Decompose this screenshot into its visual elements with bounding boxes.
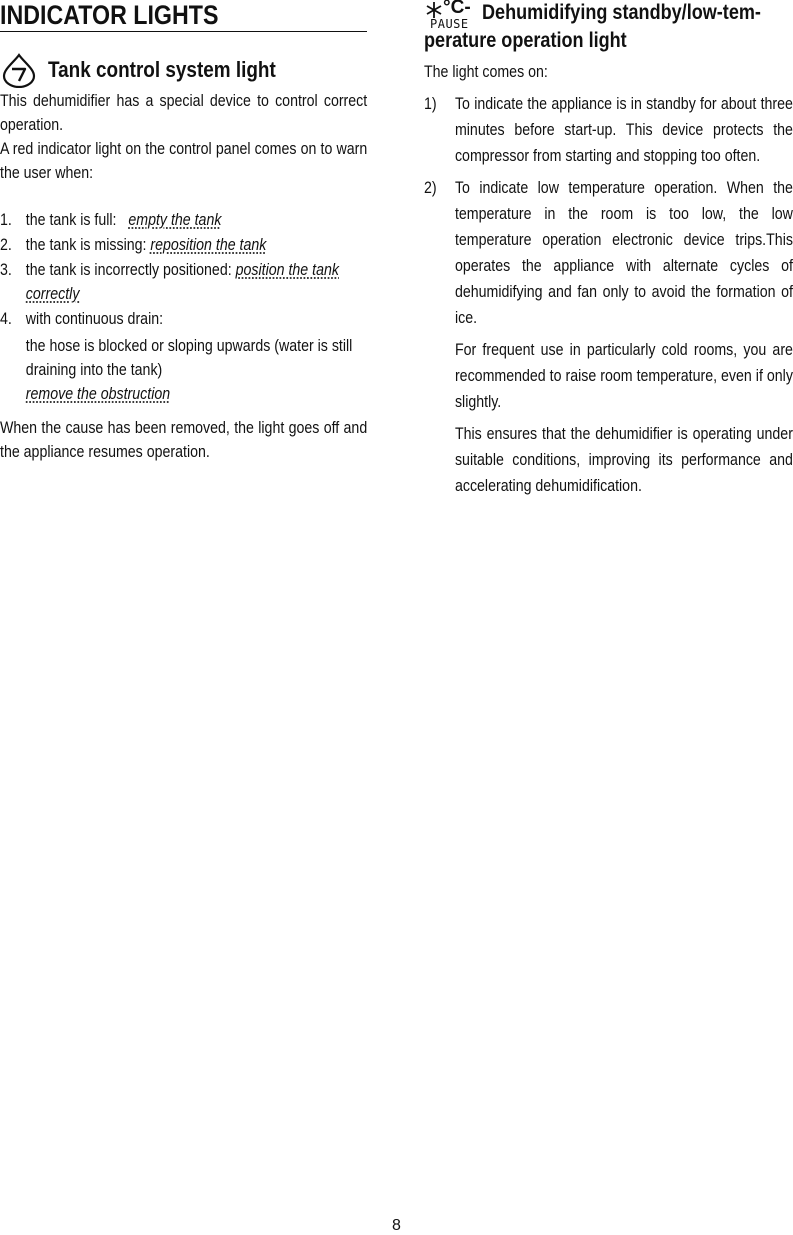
left-column	[0, 0, 368, 461]
icon-pause-label: PAUSE	[430, 17, 469, 31]
list-item	[0, 307, 367, 406]
standby-heading-line1: Dehumidifying standby/low-tem-	[482, 1, 761, 24]
tank-section-body	[0, 89, 367, 464]
action-empty-tank: empty the tank	[128, 211, 222, 229]
tank-closing: When the cause has been removed, the light goes off and the appliance resumes operation.	[0, 419, 368, 461]
tank-section-header	[0, 52, 313, 88]
action-reposition-tank: reposition the tank	[150, 236, 267, 254]
list-item	[424, 91, 793, 169]
standby-section-body	[424, 59, 793, 499]
list-text: the tank is missing:	[25, 236, 147, 254]
standby-para-1: For frequent use in particularly cold rooms, you are recommended to raise room temperature, even if only slightly.	[454, 341, 793, 411]
tank-section-heading: Tank control system light	[48, 57, 276, 82]
list-text: To indicate the appliance is in standby for about three minutes before start-up. This device protects the compressor from starting and stopping too often.	[454, 95, 793, 165]
list-item	[424, 175, 793, 331]
list-number: 2)	[424, 179, 437, 197]
list-number: 4.	[0, 310, 12, 328]
standby-lead: The light comes on:	[424, 63, 548, 81]
tank-drop-icon	[0, 52, 40, 88]
action-position-tank: position the tank correctly	[25, 261, 339, 303]
list-detail: the hose is blocked or sloping upwards (water is still draining into the tank)	[25, 337, 353, 379]
standby-heading-line2: perature operation light	[424, 29, 627, 52]
tank-intro-1: This dehumidifier has a special device to control correct operation.	[0, 92, 368, 134]
list-item	[0, 208, 367, 232]
title-rule	[0, 31, 367, 32]
list-text: the tank is incorrectly positioned:	[25, 261, 232, 279]
page-number: 8	[392, 1217, 401, 1234]
list-item	[0, 258, 367, 306]
page-title: INDICATOR LIGHTS	[0, 0, 219, 30]
list-item	[0, 233, 367, 257]
list-text: with continuous drain:	[25, 310, 164, 328]
icon-symbol: °C-	[443, 0, 471, 18]
list-number: 1)	[424, 95, 437, 113]
action-remove-obstruction: remove the obstruction	[25, 385, 171, 403]
list-text: the tank is full:	[25, 211, 117, 229]
tank-list	[0, 208, 367, 406]
list-number: 2.	[0, 236, 12, 254]
standby-para-2: This ensures that the dehumidifier is operating under suitable conditions, improving its performance and accelerating dehumidification.	[454, 425, 793, 495]
list-text: To indicate low temperature operation. When the temperature in the room is too low, the low temperature operation electronic device trips.This operates the appliance with alternate cycles of dehumidifying and fan only to avoid the formation of ice.	[454, 179, 793, 327]
list-number: 3.	[0, 261, 12, 279]
list-number: 1.	[0, 211, 12, 229]
tank-intro-2: A red indicator light on the control panel comes on to warn the user when:	[0, 140, 368, 182]
